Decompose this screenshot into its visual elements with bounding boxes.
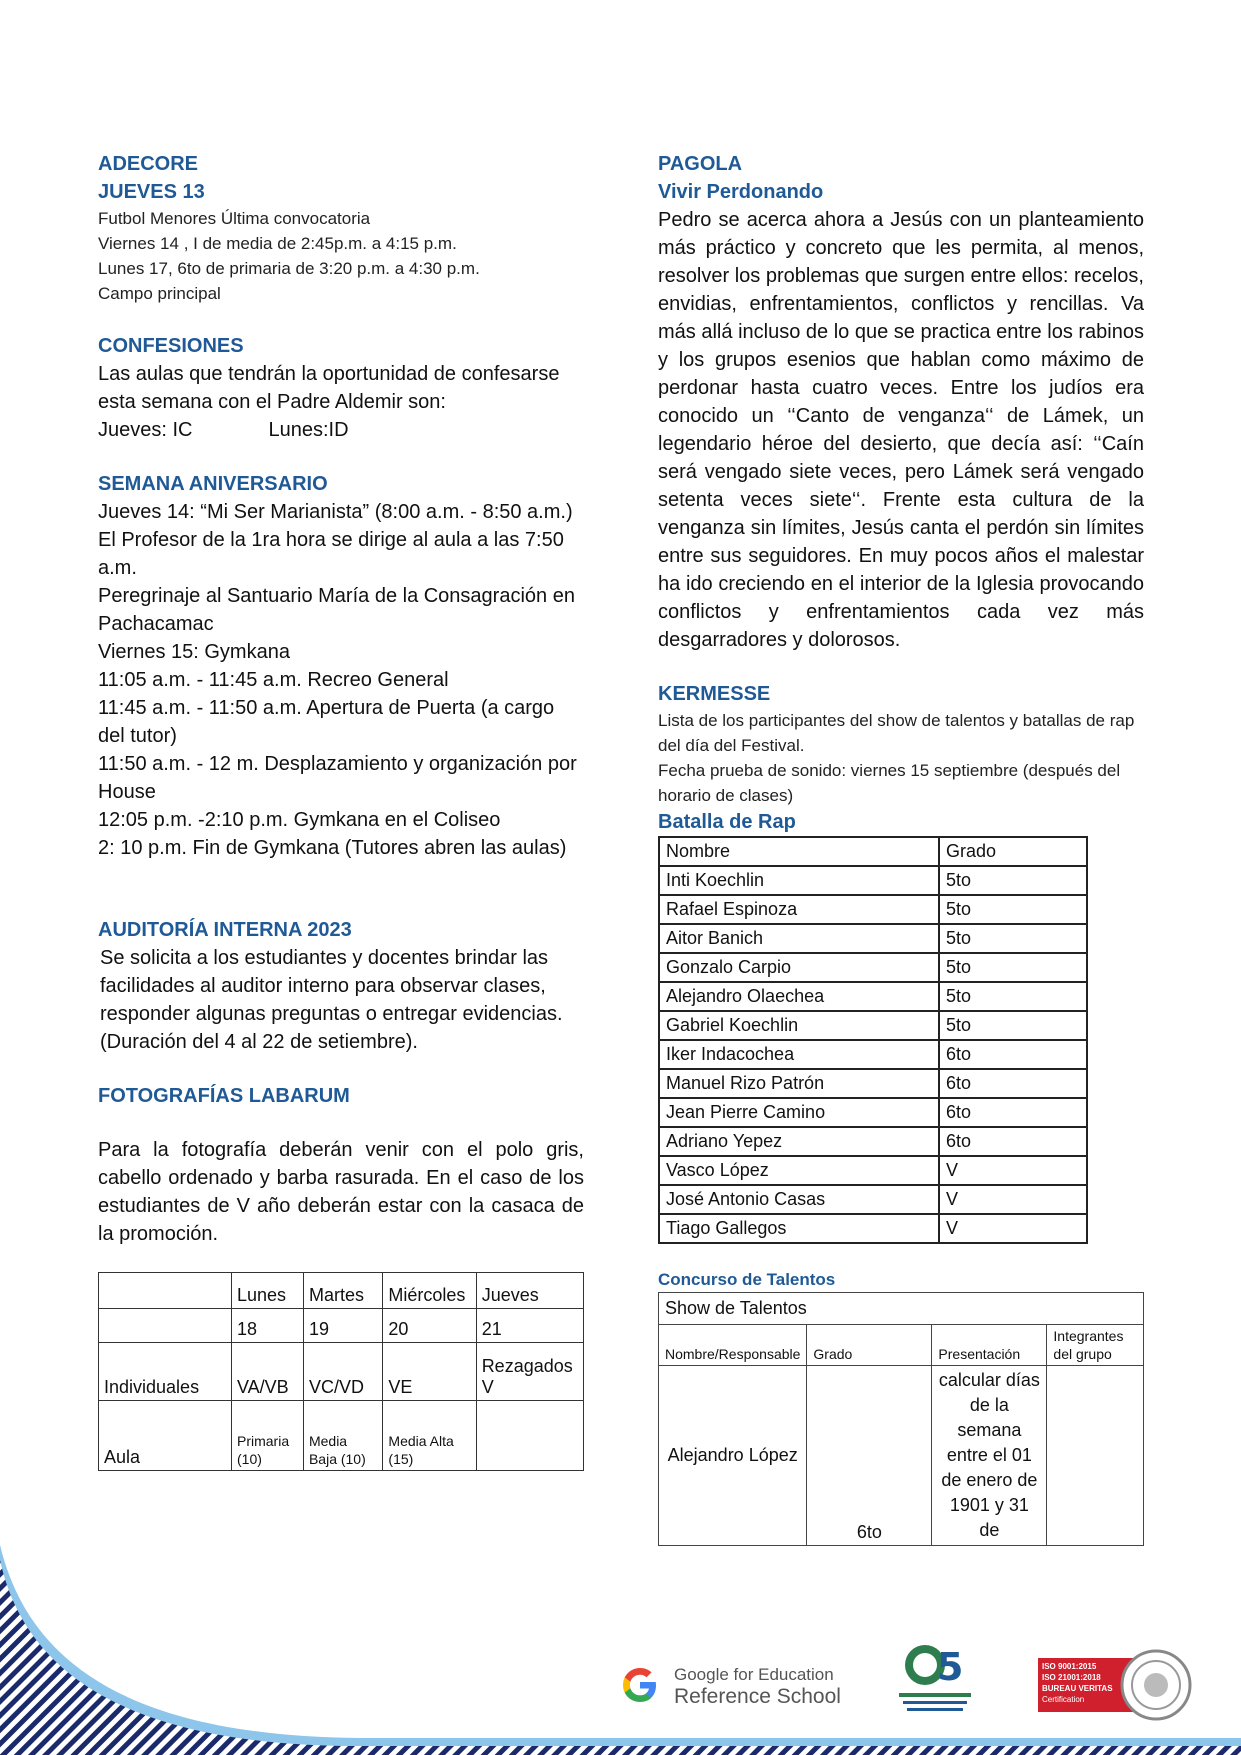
rap-grade-cell: V: [939, 1214, 1087, 1243]
schedule-cell: VC/VD: [303, 1343, 382, 1401]
rap-name-cell: Vasco López: [659, 1156, 939, 1185]
rap-row: [659, 895, 1087, 924]
bv-line: ISO 21001:2018: [1042, 1673, 1101, 1682]
rap-row: [659, 1098, 1087, 1127]
rap-row: [659, 953, 1087, 982]
day-header: Lunes: [232, 1273, 304, 1309]
rap-table: [658, 836, 1088, 1244]
rap-name-cell: Gabriel Koechlin: [659, 1011, 939, 1040]
kermesse-title: KERMESSE: [658, 683, 771, 705]
pagola-title: PAGOLA: [658, 153, 743, 175]
talent-caption: Show de Talentos: [659, 1293, 1144, 1325]
confesiones-text: Las aulas que tendrán la oportunidad de confesarse esta semana con el Padre Aldemir son:: [98, 363, 560, 413]
adecore-line: Lunes 17, 6to de primaria de 3:20 p.m. a 4:30 p.m.: [98, 259, 480, 278]
aniversario-line: 11:50 a.m. - 12 m. Desplazamiento y organización por House: [98, 753, 577, 803]
row-label: Individuales: [99, 1343, 232, 1401]
rap-row: [659, 1040, 1087, 1069]
rap-grade-cell: 5to: [939, 866, 1087, 895]
schedule-cell: Rezagados V: [476, 1343, 583, 1401]
aniversario-line: El Profesor de la 1ra hora se dirige al aula a las 7:50 a.m.: [98, 529, 564, 579]
rap-grade-cell: 5to: [939, 1011, 1087, 1040]
day-header: Miércoles: [383, 1273, 476, 1309]
bv-line: BUREAU VERITAS: [1042, 1684, 1113, 1693]
talent-table: [658, 1292, 1144, 1546]
auditoria-title: AUDITORÍA INTERNA 2023: [98, 919, 352, 941]
day-header: Martes: [303, 1273, 382, 1309]
rap-row: [659, 1185, 1087, 1214]
rap-row: [659, 1127, 1087, 1156]
rap-name-cell: Manuel Rizo Patrón: [659, 1069, 939, 1098]
photo-schedule-table: [98, 1272, 584, 1471]
rap-name-cell: Iker Indacochea: [659, 1040, 939, 1069]
talent-cell: [1047, 1366, 1144, 1546]
aniversario-title: SEMANA ANIVERSARIO: [98, 473, 328, 495]
marianist-logo: [895, 1625, 975, 1720]
rap-row: [659, 866, 1087, 895]
aniversario-line: Jueves 14: “Mi Ser Marianista” (8:00 a.m. - 8:50 a.m.): [98, 501, 573, 523]
left-column: [98, 150, 584, 1471]
rap-grade-cell: V: [939, 1185, 1087, 1214]
rap-name-cell: Adriano Yepez: [659, 1127, 939, 1156]
row-label: Aula: [99, 1401, 232, 1471]
rap-name-cell: Jean Pierre Camino: [659, 1098, 939, 1127]
footer-logos: [620, 1625, 1200, 1720]
kermesse-line: Lista de los participantes del show de talentos y batallas de rap del día del Festival.: [658, 711, 1135, 755]
kermesse-line: Fecha prueba de sonido: viernes 15 septiembre (después del horario de clases): [658, 761, 1121, 805]
date-cell: 18: [232, 1309, 304, 1343]
schedule-cell: Media Baja (10): [303, 1401, 382, 1471]
aniversario-line: 11:45 a.m. - 11:50 a.m. Apertura de Puerta (a cargo del tutor): [98, 697, 555, 747]
talent-cell: Alejandro López: [659, 1366, 807, 1546]
rap-name-cell: Alejandro Olaechea: [659, 982, 939, 1011]
rap-name-cell: Rafael Espinoza: [659, 895, 939, 924]
auditoria-text: Se solicita a los estudiantes y docentes brindar las facilidades al auditor interno para observar clases, responder algunas preguntas o entregar evidencias. (Duración del 4 al 22 de setiembre).: [100, 947, 563, 1053]
pagola-subtitle: Vivir Perdonando: [658, 181, 824, 203]
rap-grade-cell: V: [939, 1156, 1087, 1185]
schedule-cell: Primaria (10): [232, 1401, 304, 1471]
rap-grade-cell: 5to: [939, 982, 1087, 1011]
schedule-cell: VA/VB: [232, 1343, 304, 1401]
rap-grade-cell: 5to: [939, 924, 1087, 953]
adecore-line: Futbol Menores Última convocatoria: [98, 209, 371, 228]
rap-row: [659, 1011, 1087, 1040]
adecore-subtitle: JUEVES 13: [98, 181, 205, 203]
adecore-line: Viernes 14 , I de media de 2:45p.m. a 4:15 p.m.: [98, 234, 457, 253]
aniversario-line: Viernes 15: Gymkana: [98, 641, 290, 663]
talent-header: Presentación: [932, 1325, 1047, 1366]
rap-grade-cell: 6to: [939, 1040, 1087, 1069]
day-header: Jueves: [476, 1273, 583, 1309]
bv-line: Certification: [1042, 1695, 1085, 1704]
rap-row: [659, 924, 1087, 953]
bureau-veritas-seal-icon: [1120, 1649, 1192, 1721]
rap-name-cell: Aitor Banich: [659, 924, 939, 953]
rap-row: [659, 1069, 1087, 1098]
aniversario-line: 2: 10 p.m. Fin de Gymkana (Tutores abren las aulas): [98, 837, 567, 859]
google-line1: Google for Education: [674, 1665, 834, 1684]
talent-header: Grado: [807, 1325, 932, 1366]
aniversario-line: Peregrinaje al Santuario María de la Consagración en Pachacamac: [98, 585, 575, 635]
aniversario-line: 11:05 a.m. - 11:45 a.m. Recreo General: [98, 669, 449, 691]
fotografias-text: Para la fotografía deberán venir con el polo gris, cabello ordenado y barba rasurada. En el caso de los estudiantes de V año deberán estar con la casaca de la promoción.: [98, 1139, 584, 1245]
talent-cell: 6to: [807, 1366, 932, 1546]
date-cell: 21: [476, 1309, 583, 1343]
rap-header: Grado: [939, 837, 1087, 866]
rap-title: Batalla de Rap: [658, 811, 796, 833]
adecore-title: ADECORE: [98, 153, 199, 175]
rap-row: [659, 982, 1087, 1011]
confesiones-days: [98, 416, 584, 444]
aniversario-line: 12:05 p.m. -2:10 p.m. Gymkana en el Coliseo: [98, 809, 501, 831]
date-cell: 20: [383, 1309, 476, 1343]
talent-header: Integrantes del grupo: [1047, 1325, 1144, 1366]
rap-grade-cell: 6to: [939, 1069, 1087, 1098]
confesiones-title: CONFESIONES: [98, 335, 244, 357]
rap-name-cell: José Antonio Casas: [659, 1185, 939, 1214]
rap-grade-cell: 6to: [939, 1127, 1087, 1156]
rap-name-cell: Tiago Gallegos: [659, 1214, 939, 1243]
right-column: [658, 150, 1144, 1546]
rap-header: Nombre: [659, 837, 939, 866]
rap-grade-cell: 5to: [939, 895, 1087, 924]
google-line2: Reference School: [674, 1685, 841, 1708]
rap-row: [659, 1156, 1087, 1185]
confesiones-lunes: Lunes:ID: [268, 419, 349, 441]
svg-text:5: 5: [937, 1645, 964, 1689]
pagola-text: Pedro se acerca ahora a Jesús con un planteamiento más práctico y concreto que les permita, al menos, resolver los problemas que surgen entre ellos: recelos, envidias, enfrentamientos, conflictos y rencillas. Va más allá incluso de lo que se practica entre los rabinos y los grupos esenios que hablan como máximo de perdonar hasta cuatro veces. Entre los judíos era conocido un ‘‘Canto de venganza‘‘ de Lámek, un legendario héroe del desierto, que decía así: ‘‘Caín será vengado siete veces, pero Lámek será vengado setenta veces siete‘‘. Frente esta cultura de la venganza sin límites, Jesús canta el perdón sin límites entre sus seguidores. En muy pocos años el malestar ha ido creciendo en el interior de la Iglesia provocando conflictos y enfrentamientos cada vez más desgarradores y dolorosos.: [658, 209, 1144, 651]
date-cell: 19: [303, 1309, 382, 1343]
rap-name-cell: Inti Koechlin: [659, 866, 939, 895]
talent-header: Nombre/Responsable: [659, 1325, 807, 1366]
schedule-cell: Media Alta (15): [383, 1401, 476, 1471]
talent-cell: calcular días de la semana entre el 01 de enero de 1901 y 31 de: [932, 1366, 1047, 1546]
rap-grade-cell: 6to: [939, 1098, 1087, 1127]
confesiones-jueves: Jueves: IC: [98, 419, 193, 441]
rap-row: [659, 1214, 1087, 1243]
rap-name-cell: Gonzalo Carpio: [659, 953, 939, 982]
rap-grade-cell: 5to: [939, 953, 1087, 982]
bv-line: ISO 9001:2015: [1042, 1662, 1097, 1671]
fotografias-title: FOTOGRAFÍAS LABARUM: [98, 1085, 350, 1107]
schedule-cell: VE: [383, 1343, 476, 1401]
google-g-logo: [620, 1665, 660, 1705]
talent-title: Concurso de Talentos: [658, 1270, 836, 1289]
schedule-cell: [476, 1401, 583, 1471]
adecore-line: Campo principal: [98, 284, 221, 303]
